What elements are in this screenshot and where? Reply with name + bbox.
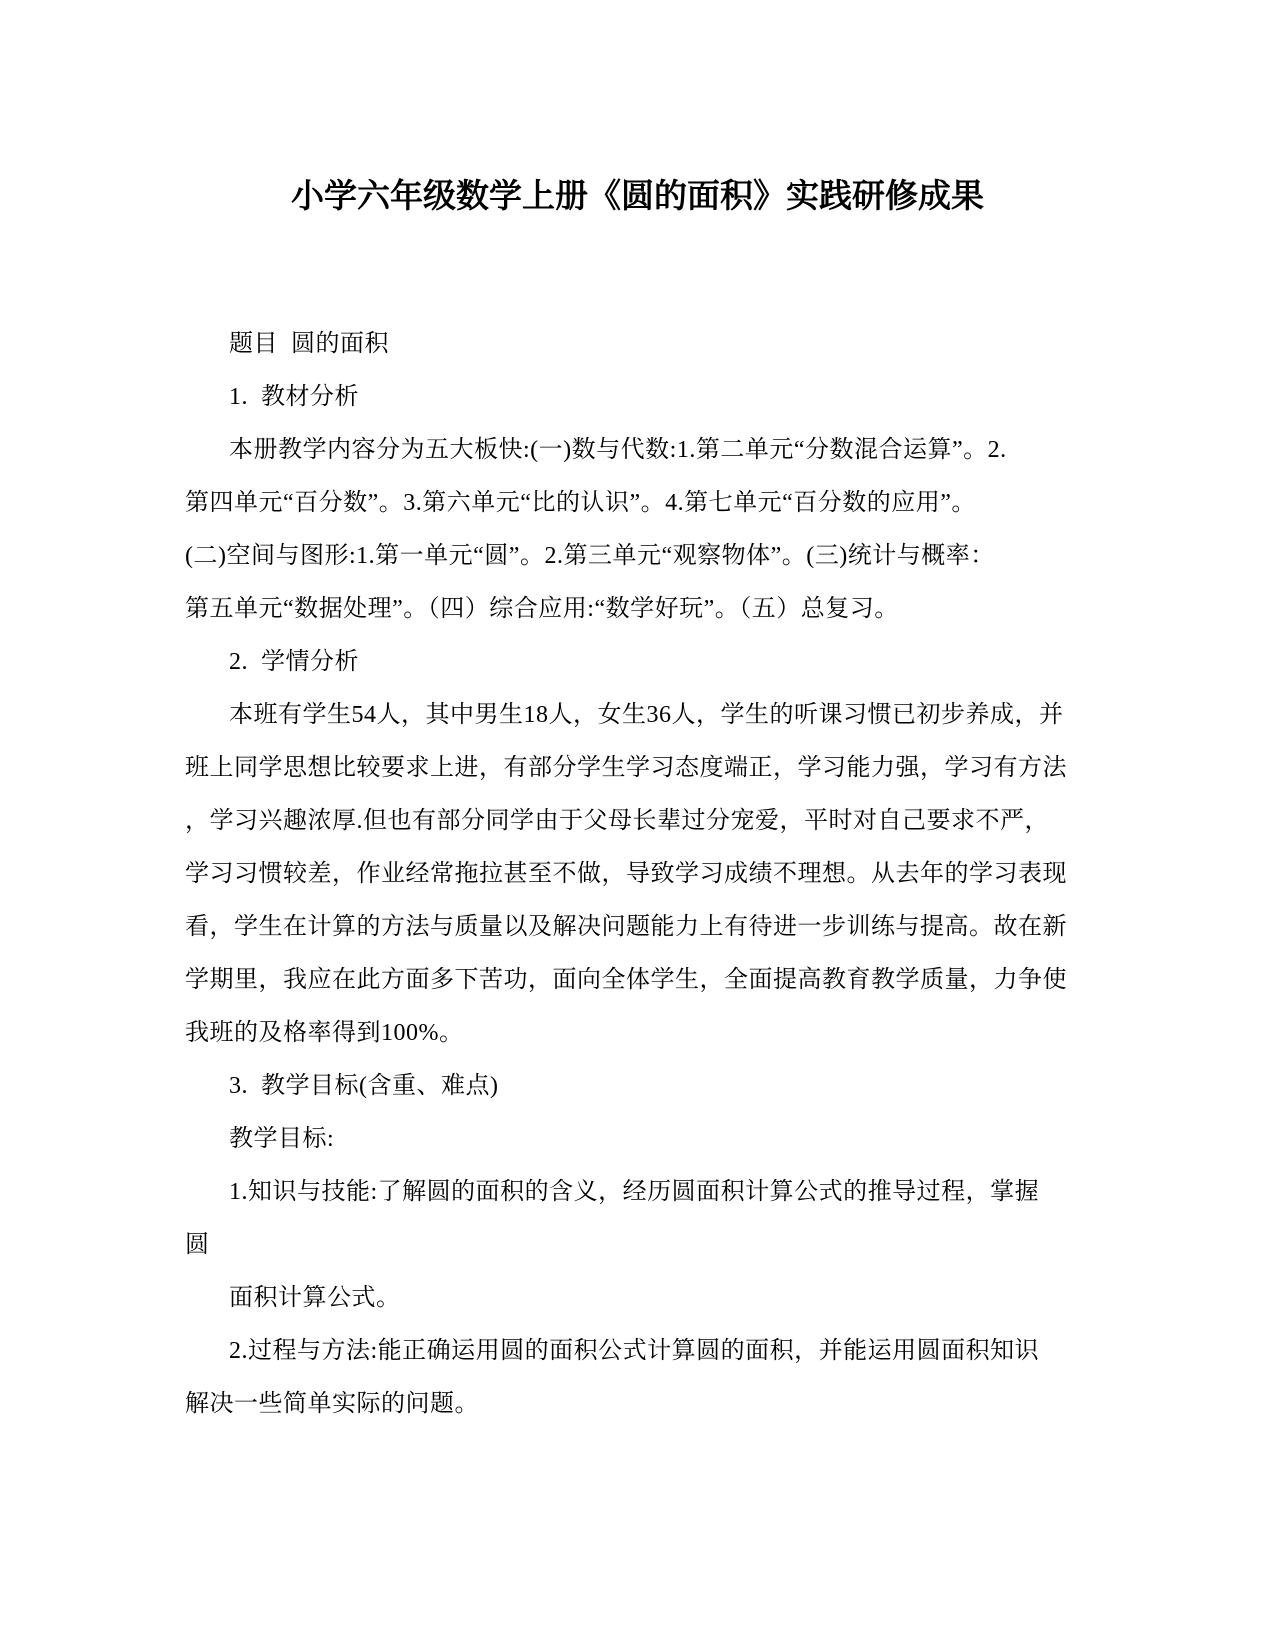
text-line: 学习习惯较差，作业经常拖拉甚至不做，导致学习成绩不理想。从去年的学习表现 (185, 861, 1067, 887)
text-line: 第四单元“百分数”。3.第六单元“比的认识”。4.第七单元“百分数的应用”。 (185, 490, 976, 516)
text-line: 2.过程与方法:能正确运用圆的面积公式计算圆的面积，并能运用圆面积知识 (229, 1338, 1040, 1364)
text-line: 1.知识与技能:了解圆的面积的含义，经历圆面积计算公式的推导过程，掌握 (229, 1179, 1040, 1205)
text-line: 圆 (185, 1232, 210, 1258)
document-title: 小学六年级数学上册《圆的面积》实践研修成果 (291, 179, 984, 215)
text-line: 本册教学内容分为五大板快:(一)数与代数:1.第二单元“分数混合运算”。2. (229, 437, 1007, 463)
text-line: 本班有学生54人，其中男生18人，女生36人，学生的听课习惯已初步养成，并 (229, 702, 1064, 728)
text-line: 看，学生在计算的方法与质量以及解决问题能力上有待进一步训练与提高。故在新 (185, 914, 1067, 940)
text-line: 面积计算公式。 (229, 1285, 401, 1311)
text-line: 题目 圆的面积 (229, 331, 389, 357)
text-line: 1. 教材分析 (229, 384, 359, 410)
text-line: ，学习兴趣浓厚.但也有部分同学由于父母长辈过分宠爱，平时对自己要求不严， (185, 808, 1049, 834)
text-line: 3. 教学目标(含重、难点) (229, 1073, 499, 1099)
text-line: 班上同学思想比较要求上进，有部分学生学习态度端正，学习能力强，学习有方法 (185, 755, 1067, 781)
text-line: 第五单元“数据处理”。（四）综合应用:“数学好玩”。（五）总复习。 (185, 596, 899, 622)
text-line: 2. 学情分析 (229, 649, 359, 675)
text-line: 解决一些简单实际的问题。 (185, 1391, 479, 1417)
document-body (185, 318, 1190, 1431)
text-line: (二)空间与图形:1.第一单元“圆”。2.第三单元“观察物体”。(三)统计与概率： (185, 543, 995, 569)
text-line: 学期里，我应在此方面多下苦功，面向全体学生，全面提高教育教学质量，力争使 (185, 967, 1067, 993)
text-line: 教学目标: (229, 1126, 335, 1152)
text-line: 我班的及格率得到100%。 (185, 1020, 464, 1046)
